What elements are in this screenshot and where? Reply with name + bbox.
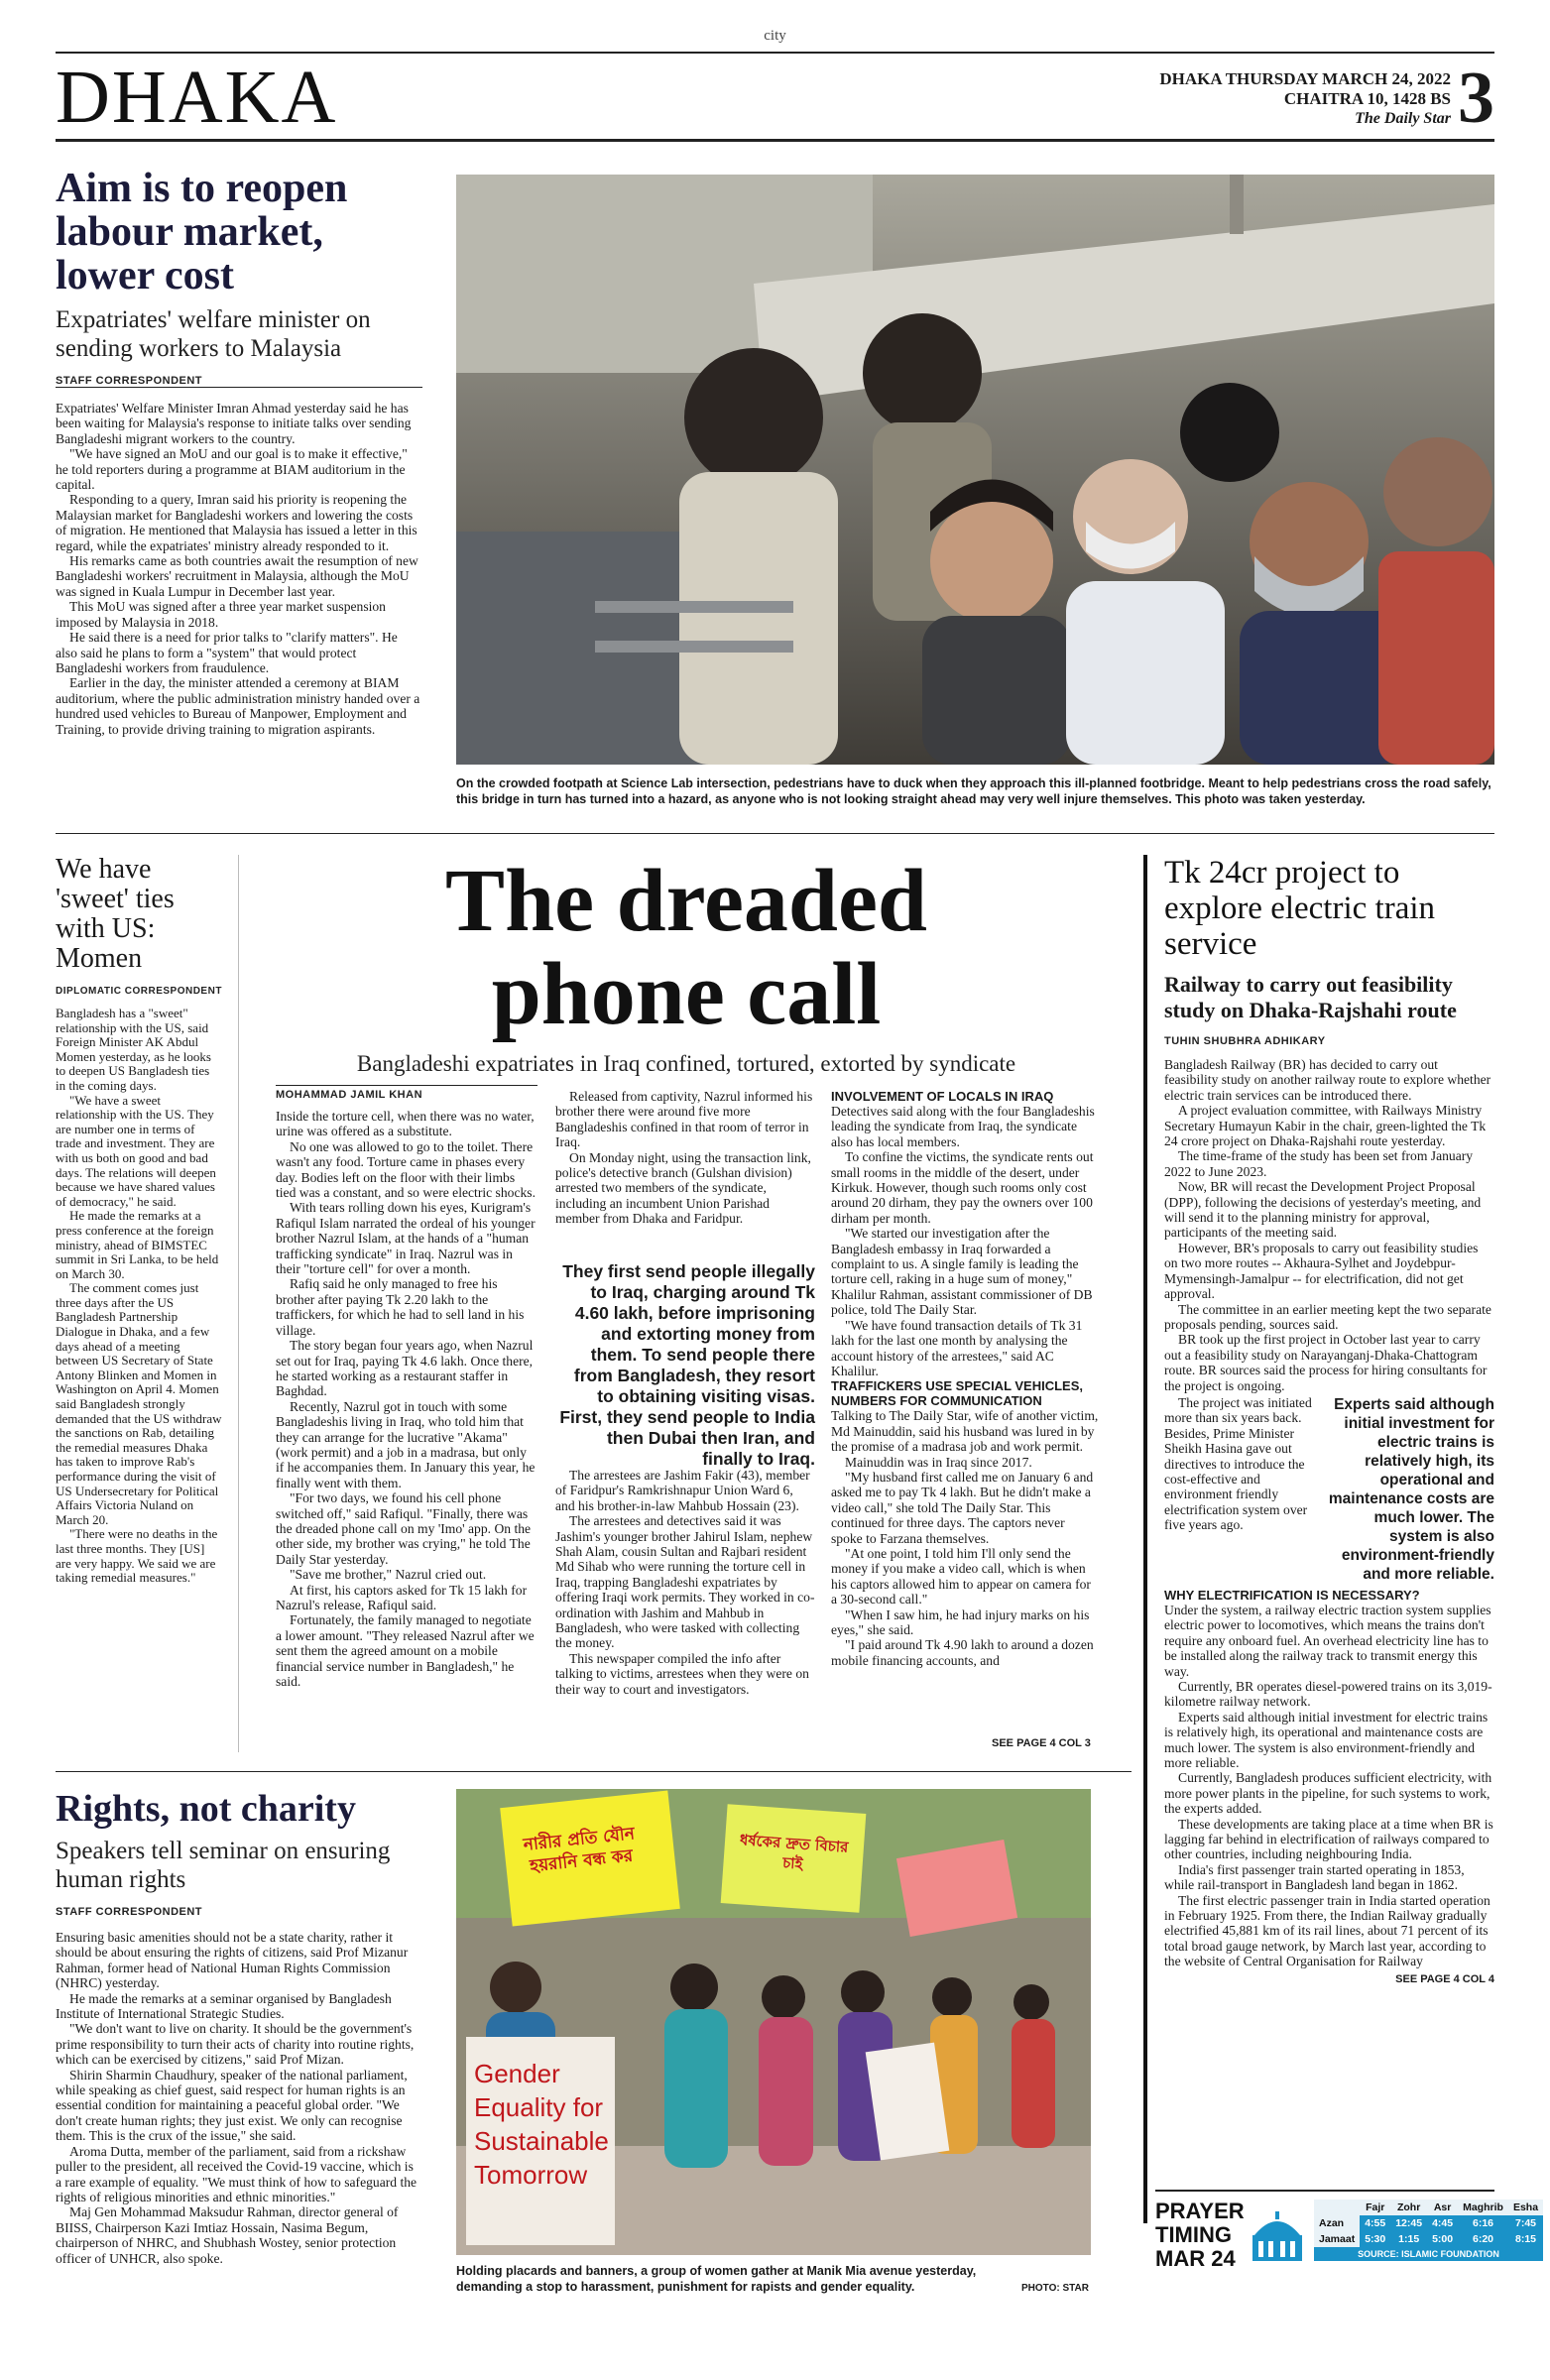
headline-line: The dreaded	[445, 852, 927, 950]
column-rule	[238, 855, 239, 1752]
paragraph: To confine the victims, the syndicate rents out small rooms in the middle of the desert, under Kirkuk. However, though such rooms only cost around 20 dirham, they pay the owners over 100 dirham per month.	[831, 1149, 1094, 1226]
paragraph: Expatriates' Welfare Minister Imran Ahmad yesterday said he has been waiting for Malaysia's response to initiate talks over sending Bangladeshi migrant workers to the country.	[56, 401, 412, 446]
paragraph: He said there is a need for prior talks to "clarify matters". He also said he plans to form a "system" that would protect Bangladeshi workers from fraudulence.	[56, 630, 398, 675]
prayer-timing-box	[1155, 2199, 1539, 2319]
paragraph: Recently, Nazrul got in touch with some Bangladeshis living in Iraq, who told him that they can arrange for the lucrative "Akama" (work permit) and a job in a madrasa, but only if he accompanies them. In January this year, he finally went with them.	[276, 1398, 536, 1490]
story-labour	[56, 167, 422, 737]
prayer-title	[1155, 2200, 1245, 2271]
article-body	[56, 1930, 422, 2266]
paragraph: "Save me brother," Nazrul cried out.	[290, 1567, 487, 1583]
paragraph: The project was initiated more than six years back. Besides, Prime Minister Sheikh Hasina gave out directives to introduce the cost-effective and environment friendly electrification system over five years ago.	[1164, 1394, 1312, 1533]
table-source-row	[1314, 2247, 1543, 2261]
paragraph: "I paid around Tk 4.90 lakh to around a dozen mobile financing accounts, and	[831, 1637, 1094, 1668]
section-label: city	[764, 28, 786, 44]
paragraph: "We have signed an MoU and our goal is to make it effective," he told reporters during a programme at BIAM auditorium in the capital.	[56, 446, 408, 493]
paragraph: The story began four years ago, when Nazrul set out for Iraq, paying Tk 4.6 lakh. Once there, he started working as a restaurant staffer in Baghdad.	[276, 1338, 534, 1399]
paper-logo: The Daily Star	[1355, 110, 1451, 127]
paragraph: The time-frame of the study has been set from January 2022 to June 2023.	[1164, 1148, 1474, 1179]
paragraph: A project evaluation committee, with Railways Ministry Secretary Humayun Kabir in the chair, green-lighted the Tk 24 crore project on Dhaka-Rajshahi route yesterday.	[1164, 1103, 1487, 1149]
article-col-3	[831, 1089, 1099, 1668]
article-col-2-top	[555, 1089, 815, 1227]
main-headline[interactable]	[260, 852, 1113, 1043]
table-cell: 5:00	[1427, 2231, 1458, 2247]
prayer-title-line: PRAYER	[1155, 2199, 1245, 2223]
date-line-english: DHAKA THURSDAY MARCH 24, 2022	[1159, 69, 1451, 88]
paragraph: Inside the torture cell, when there was no water, urine was offered as a substitute.	[276, 1109, 535, 1139]
table-cell: 4:55	[1360, 2215, 1390, 2231]
paragraph: Ensuring basic amenities should not be a state charity, rather it should be about ensuring the rights of citizens, said Prof Mizanur Rahman, former head of National Human Rights Commission (NHRC) yesterday.	[56, 1930, 409, 1991]
crowd-illustration	[456, 175, 1494, 765]
masthead-rule	[56, 139, 1494, 142]
paragraph: Fortunately, the family managed to negotiate a lower amount. "They released Nazrul after we sent them the agreed amount on a mobile financial service number in Bangladesh," he said.	[276, 1612, 535, 1690]
table-header	[1314, 2200, 1360, 2215]
headline[interactable]: Rights, not charity	[56, 1788, 356, 1830]
prayer-title-line: TIMING	[1155, 2222, 1232, 2247]
paragraph: Released from captivity, Nazrul informed his brother there were around five more Bangladeshis confined in that room of terror in Iraq.	[555, 1089, 813, 1150]
footbridge-photo[interactable]	[436, 175, 1494, 765]
article-body	[1164, 1588, 1494, 1969]
paragraph: He made the remarks at a seminar organised by Bangladesh Institute of International Strategic Studies.	[56, 1990, 392, 2022]
divider	[56, 387, 422, 388]
deck: Expatriates' welfare minister on sending workers to Malaysia	[56, 306, 371, 362]
rail-pull-row	[1164, 1395, 1494, 1584]
paragraph: Responding to a query, Imran said his priority is reopening the Malaysian market for Bangladeshi workers and lowering the costs of migration. He mentioned that Malaysia has issued a letter in this regard, while the expatriates' ministry already responded to it.	[56, 492, 417, 553]
table-cell: 7:45	[1508, 2215, 1543, 2231]
paragraph: With tears rolling down his eyes, Kurigram's Rafiqul Islam narrated the ordeal of his younger brother Nazrul Islam, at the hands of a "human trafficking syndicate" in Iraq. Nazrul was in their "torture cell" for over a month.	[276, 1200, 536, 1277]
table-cell: 6:16	[1458, 2215, 1508, 2231]
photo-caption: On the crowded footpath at Science Lab intersection, pedestrians have to duck when they approach this ill-planned footbridge. Meant to help pedestrians cross the road safely, this bridge in turn has turned into a hazard, as anyone who is not looking straight ahead may very well injure themselves. This photo was taken yesterday.	[456, 776, 1491, 806]
table-header: Esha	[1508, 2200, 1543, 2215]
headline[interactable]: Tk 24cr project to explore electric train service	[1164, 855, 1436, 962]
paragraph: Talking to The Daily Star, wife of another victim, Md Mainuddin, said his husband was lured in by the promise of a madrasa job and work permit.	[831, 1408, 1099, 1455]
page-title: DHAKA	[56, 56, 338, 139]
article-body	[1164, 1057, 1494, 1393]
paragraph: The first electric passenger train in India started operation in February 1925. From there, the Indian Railway gradually electrified 45,881 km of its rail lines, about 71 percent of its total broad gauge network, by March last year, according to the website of Central Organisation for Railway	[1164, 1892, 1490, 1969]
paragraph: Detectives said along with the four Bangladeshis leading the syndicate from Iraq, the syndicate also has local members.	[831, 1104, 1095, 1149]
subhead: TRAFFICKERS USE SPECIAL VEHICLES, NUMBERS FOR COMMUNICATION	[831, 1378, 1084, 1409]
placard-text-3: Gender Equality for Sustainable Tomorrow	[474, 2059, 609, 2190]
table-cell: 12:45	[1390, 2215, 1427, 2231]
paragraph: Aroma Dutta, member of the parliament, said from a rickshaw puller to the president, all received the Covid-19 vaccine, which is a rare example of equality. "We must think of how to safeguard the rights of religious minorities and ethnic minorities."	[56, 2143, 417, 2204]
paragraph: Bangladesh has a "sweet" relationship with the US, said Foreign Minister AK Abdul Momen yesterday, as he looks to deepen US Bangladesh ties in the coming days.	[56, 1006, 211, 1093]
paragraph: BR took up the first project in October last year to carry out a feasibility study on Narayanganj-Dhaka-Chattogram route. BR sources said the process for hiring consultants for the project is ongoing.	[1164, 1332, 1488, 1393]
article-col-1	[276, 1109, 537, 1689]
headline[interactable]: Aim is to reopen labour market, lower cost	[56, 166, 348, 298]
article-body	[56, 401, 422, 737]
paragraph: Shirin Sharmin Chaudhury, speaker of the national parliament, while speaking as chief guest, said respect for human rights is an essential condition for maintaining a peaceful global order. "We don't create human rights; they just exist. We only can recognise them. This is the crux of the issue," she said.	[56, 2067, 408, 2144]
paragraph: "We have found transaction details of Tk 31 lakh for the last one month by analysing the account history of the arrestees," said AC Khalilur.	[831, 1317, 1083, 1378]
table-row	[1314, 2231, 1543, 2247]
paragraph: Maj Gen Mohammad Maksudur Rahman, director general of BIISS, Chairperson Kazi Imtiaz Hossain, Nasima Begum, chairperson of NHRC, and Shubhash Wostey, senior protection officer of UNHCR, also spoke.	[56, 2204, 399, 2266]
story-rights	[56, 1787, 422, 2266]
headline-line: phone call	[491, 945, 882, 1043]
table-cell: 5:30	[1360, 2231, 1390, 2247]
dateline	[1159, 69, 1451, 129]
table-row	[1314, 2215, 1543, 2231]
paragraph: His remarks came as both countries await the resumption of new Bangladeshi workers' recruitment in Malaysia, although the MoU was signed in Kuala Lumpur in December last year.	[56, 553, 418, 599]
paragraph: These developments are taking place at a time when BR is lagging far behind in electrification of railways compared to other countries, including neighbouring India.	[1164, 1816, 1493, 1862]
table-cell: 6:20	[1458, 2231, 1508, 2247]
paragraph: Mainuddin was in Iraq since 2017.	[845, 1454, 1032, 1470]
paragraph: No one was allowed to go to the toilet. There wasn't any food. Torture came in phases every day. Bodies left on the floor with their limbs tied was a constant, and so were electric shocks.	[276, 1138, 536, 1201]
paragraph: "There were no deaths in the last three months. They [US] are very happy. We said we are taking remedial measures."	[56, 1526, 218, 1586]
pull-quote: They first send people illegally to Iraq, charging around Tk 4.60 lakh, before imprisoning and extorting money from them. To send people there from Bangladesh, they resort to obtaining visiting visas. First, they send people to India then Dubai then Iran, and finally to Iraq.	[559, 1261, 815, 1469]
table-header: Asr	[1427, 2200, 1458, 2215]
divider	[1155, 2190, 1494, 2192]
prayer-title-line: MAR 24	[1155, 2246, 1236, 2271]
placard-text-1: নারীর প্রতি যৌন হয়রানি বন্ধ কর	[522, 1824, 636, 1877]
subhead: INVOLVEMENT OF LOCALS IN IRAQ	[831, 1089, 1054, 1104]
paragraph: The comment comes just three days after the US Bangladesh Partnership Dialogue in Dhaka, and a few days ahead of a meeting between US Secretary of State Antony Blinken and Momen in Washington on April 4. Momen said Bangladesh strongly demanded that the US withdraw the sanctions on Rab, detailing the remedial measures Dhaka has taken to improve Rab's performance during the visit of US Undersecretary for Political Affairs Victoria Nuland on March 20.	[56, 1280, 222, 1527]
paragraph: Rafiq said he only managed to free his brother after paying Tk 2.20 lakh to the traffickers, for which he had to sell land in his village.	[276, 1276, 525, 1338]
byline: TUHIN SHUBHRA ADHIKARY	[1164, 1035, 1326, 1047]
photo-credit: PHOTO: STAR	[1021, 2283, 1089, 2294]
table-header-row	[1314, 2200, 1543, 2215]
paragraph: Under the system, a railway electric traction system supplies electric power to locomotives, which means the trains don't require any onboard fuel. An overhead electricity line has to be installed along the railway track to transmit energy this way.	[1164, 1602, 1491, 1679]
paragraph: On Monday night, using the transaction link, police's detective branch (Gulshan division) arrested two members of the syndicate, including an incumbent Union Parishad member from Dhaka and Faridpur.	[555, 1149, 811, 1227]
paragraph: "We have a sweet relationship with the US. They are number one in terms of trade and investment. They are with us both on good and bad days. The relations will deepen because we have shared values of democracy," he said.	[56, 1092, 216, 1209]
headline[interactable]: We have 'sweet' ties with US: Momen	[56, 854, 175, 974]
byline: MOHAMMAD JAMIL KHAN	[276, 1089, 423, 1101]
photo-caption: Holding placards and banners, a group of women gather at Manik Mia avenue yesterday, demanding a stop to harassment, punishment for rapists and gender equality.	[456, 2264, 977, 2294]
table-cell: Jamaat	[1314, 2231, 1360, 2247]
paragraph: However, BR's proposals to carry out feasibility studies on two more routes -- Akhaura-Sylhet and Joydebpur-Mymensingh-Jamalpur -- for electrification, did not get approval.	[1164, 1240, 1479, 1302]
divider	[276, 1085, 537, 1086]
jump-link[interactable]: SEE PAGE 4 COL 4	[1395, 1972, 1494, 1985]
divider	[56, 1771, 1132, 1772]
jump-link[interactable]: SEE PAGE 4 COL 3	[992, 1737, 1091, 1749]
prayer-table	[1314, 2200, 1543, 2261]
story-phone-call	[260, 852, 1113, 1077]
subhead: WHY ELECTRIFICATION IS NECESSARY?	[1164, 1587, 1420, 1603]
paragraph: "We started our investigation after the Bangladesh embassy in Iraq forwarded a complaint to us. A single family is leading the torture cell, raking in a huge sum of money," Khalilur Rahman, assistant commissioner of DB police, told The Daily Star.	[831, 1226, 1093, 1318]
deck: Bangladeshi expatriates in Iraq confined, tortured, extorted by syndicate	[356, 1051, 1016, 1076]
paragraph: "For two days, we found his cell phone switched off," said Rafiqul. "Finally, there was the dreaded phone call on my 'Imo' app. On the other side, my brother was crying," he told The Daily Star yesterday.	[276, 1490, 532, 1567]
protest-photo[interactable]	[456, 1789, 1091, 2255]
paragraph: This newspaper compiled the info after talking to victims, arrestees when they were on their way to court and investigators.	[555, 1650, 809, 1697]
paragraph: At first, his captors asked for Tk 15 lakh for Nazrul's release, Rafiqul said.	[276, 1582, 528, 1612]
mosque-icon	[1247, 2205, 1308, 2267]
pull-quote: Experts said although initial investment for electric trains is relatively high, its operational and maintenance costs are much lower. The system is also environment-friendly and more reliable.	[1328, 1395, 1494, 1583]
page-number: 3	[1458, 58, 1494, 139]
column-rule-heavy	[1143, 855, 1147, 2223]
paragraph: India's first passenger train started operating in 1853, while rail-transport in Bangladesh land began in 1862.	[1164, 1861, 1465, 1893]
paragraph: He made the remarks at a press conference at the foreign ministry, ahead of BIMSTEC summit in Sri Lanka, to be held on March 30.	[56, 1208, 219, 1281]
story-rail	[1164, 855, 1494, 1985]
paragraph: "My husband first called me on January 6 and asked me to pay Tk 4 lakh. But he didn't make a video call," she told The Daily Star. This continued for three days. The captors never spoke to Farzana themselves.	[831, 1469, 1094, 1546]
paragraph: Currently, BR operates diesel-powered trains on its 3,019-kilometre railway network.	[1164, 1678, 1492, 1710]
story-momen	[56, 855, 222, 1586]
article-body	[1164, 1395, 1313, 1584]
paragraph: Experts said although initial investment for electric trains is relatively high, its operational and maintenance costs are much lower. The system is also environment-friendly and more reliable.	[1164, 1709, 1489, 1770]
paragraph: This MoU was signed after a three year market suspension imposed by Malaysia in 2018.	[56, 599, 386, 630]
date-line-bengali: CHAITRA 10, 1428 BS	[1283, 89, 1451, 108]
table-cell: 4:45	[1427, 2215, 1458, 2231]
paragraph: "At one point, I told him I'll only send the money if you make a video call, which is when his captors allowed him to appear on camera for a 30-second call."	[831, 1545, 1091, 1607]
byline: DIPLOMATIC CORRESPONDENT	[56, 986, 222, 997]
paragraph: Earlier in the day, the minister attended a ceremony at BIAM auditorium, where the public administration ministry handed over a hundred used vehicles to Bureau of Manpower, Employment and Training, to provide driving training to migration aspirants.	[56, 675, 420, 737]
article-body	[56, 1007, 222, 1586]
table-cell: Azan	[1314, 2215, 1360, 2231]
photo-credit: PHOTO: RASHED SHUMON	[436, 511, 447, 641]
paragraph: The committee in an earlier meeting kept the two separate proposals pending, sources said.	[1164, 1301, 1491, 1332]
paragraph: The arrestees and detectives said it was Jashim's younger brother Jahirul Islam, nephew Shah Alam, cousin Sultan and Rajbari resident Md Sihab who were running the torture cell in Iraq, trapping Bangladeshi expatriates by offering Iraqi work permits. They worked in co-ordination with Jashim and Mahbub in Bangladesh, who were tasked with collecting the money.	[555, 1513, 815, 1651]
table-cell: 1:15	[1390, 2231, 1427, 2247]
paragraph: Bangladesh Railway (BR) has decided to carry out feasibility study on another railway route to explore whether electric train services can be introduced there.	[1164, 1057, 1491, 1103]
top-rule	[56, 52, 1494, 54]
table-header: Fajr	[1360, 2200, 1390, 2215]
table-header: Maghrib	[1458, 2200, 1508, 2215]
source-note: SOURCE: ISLAMIC FOUNDATION	[1314, 2247, 1543, 2261]
deck: Speakers tell seminar on ensuring human rights	[56, 1838, 391, 1893]
byline: STAFF CORRESPONDENT	[56, 1906, 203, 1918]
byline: STAFF CORRESPONDENT	[56, 375, 203, 387]
paragraph: Currently, Bangladesh produces sufficient electricity, with more power plants in the pipeline, for such systems to work, the experts added.	[1164, 1770, 1492, 1817]
paragraph: "When I saw him, he had injury marks on his eyes," she said.	[831, 1606, 1090, 1637]
article-col-2-bottom	[555, 1468, 815, 1697]
paragraph: Now, BR will recast the Development Project Proposal (DPP), following the decisions of yesterday's meeting, and will send it to the planning ministry for approval, participants of the meeting said.	[1164, 1179, 1482, 1241]
placard-text-2: ধর্ষকের দ্রুত বিচার চাই	[739, 1831, 850, 1873]
table-cell: 8:15	[1508, 2231, 1543, 2247]
table-header: Zohr	[1390, 2200, 1427, 2215]
divider	[56, 833, 1494, 834]
paragraph: "We don't want to live on charity. It should be the government's prime responsibility to turn their acts of charity into routine rights, which can be exercised by citizens," said Prof Mizan.	[56, 2021, 415, 2068]
paragraph: The arrestees are Jashim Fakir (43), member of Faridpur's Ramkrishnapur Union Ward 6, and his brother-in-law Mahbub Hossain (23).	[555, 1468, 810, 1513]
deck: Railway to carry out feasibility study on Dhaka-Rajshahi route	[1164, 972, 1457, 1022]
